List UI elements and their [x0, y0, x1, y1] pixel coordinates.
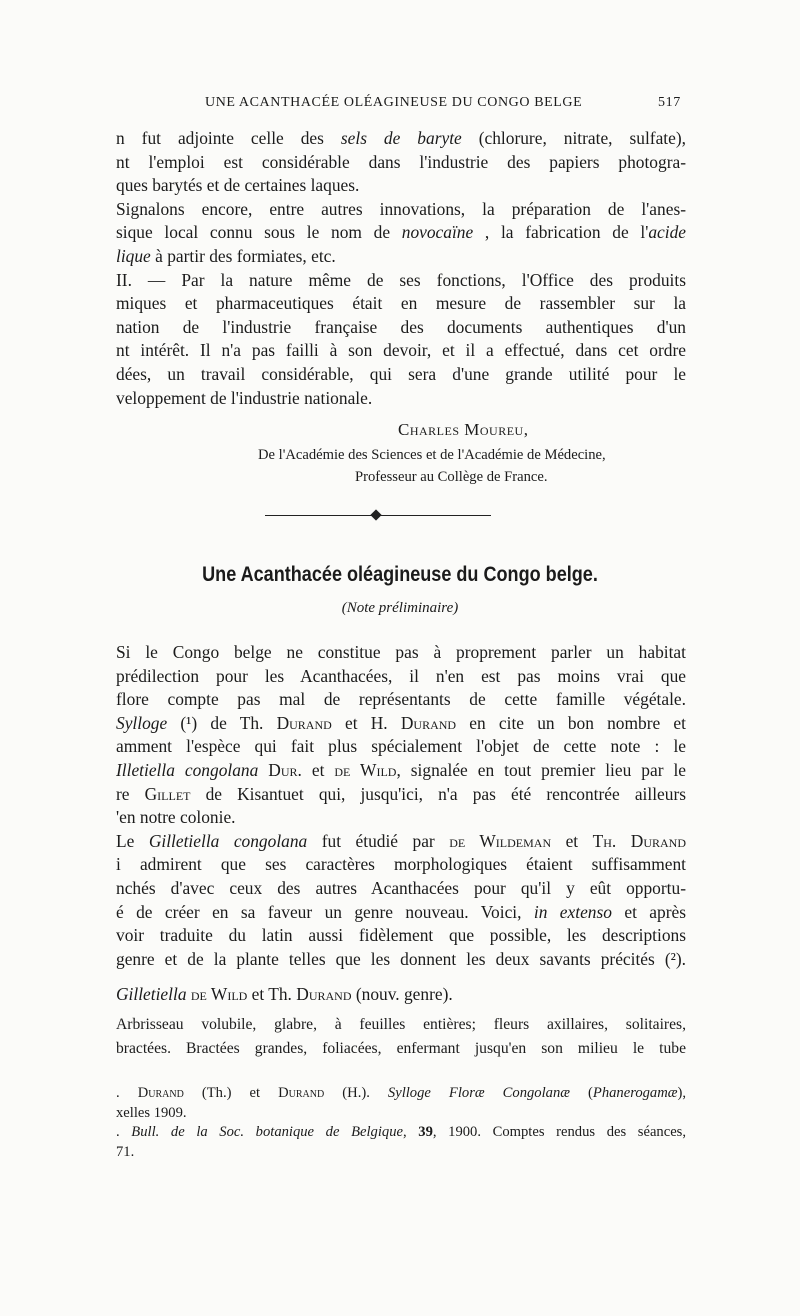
text-line: nt intérêt. Il n'a pas failli à son devoir, et il a effectué, dans cet ordre [116, 340, 686, 361]
genus-heading [116, 983, 686, 1007]
page-number: 517 [658, 95, 681, 110]
text-line: lique à partir des formiates, etc. [116, 245, 336, 266]
text-line: sique local connu sous le nom de novocaïne , la fabrication de l'acide [116, 222, 686, 243]
running-title: UNE ACANTHACÉE OLÉAGINEUSE DU CONGO BELGE [205, 95, 583, 110]
text-line: voir traduite du latin aussi fidèlement que possible, les descriptions [116, 925, 686, 946]
text-line: Sylloge (¹) de Th. Durand et H. Durand en cite un bon nombre et [116, 712, 686, 733]
genus-description [116, 1013, 686, 1060]
text-line: ques barytés et de certaines laques. [116, 175, 360, 196]
text-line: prédilection pour les Acanthacées, il n'en est pas moins vrai que [116, 665, 686, 686]
text-line: 'en notre colonie. [116, 807, 236, 828]
text-line: n fut adjointe celle des sels de baryte (chlorure, nitrate, sulfate), [116, 128, 686, 148]
text-line: Si le Congo belge ne constitue pas à proprement parler un habitat [116, 642, 686, 662]
text-line: re Gillet de Kisantuet qui, jusqu'ici, n'a pas été rencontrée ailleurs [116, 783, 686, 804]
footnote-2-cont: 71. [116, 1143, 135, 1160]
text-line: veloppement de l'industrie nationale. [116, 387, 373, 408]
text-line: Arbrisseau volubile, glabre, à feuilles entières; fleurs axillaires, solitaires, [116, 1016, 686, 1033]
signature-position: Professeur au Collège de France. [355, 469, 548, 485]
signature-name: Charles Moureu, [398, 420, 529, 439]
footnote-1-cont: xelles 1909. [116, 1104, 187, 1121]
text-line: nation de l'industrie française des documents authentiques d'un [116, 316, 686, 337]
text-line: genre et de la plante telles que les donnent les deux savants précités (²). [116, 948, 686, 969]
text-line: Le Gilletiella congolana fut étudié par de Wildeman et Th. Durand [116, 830, 686, 851]
text-line: Illetiella congolana Dur. et de Wild, signalée en tout premier lieu par le [116, 759, 686, 780]
text-line: Signalons encore, entre autres innovations, la préparation de l'anes- [116, 198, 686, 219]
footnotes [116, 1084, 686, 1162]
text-line: II. — Par la nature même de ses fonctions, l'Office des produits [116, 269, 686, 290]
footnote-1: . Durand (Th.) et Durand (H.). Sylloge Floræ Congolanæ (Phanerogamæ), [116, 1085, 686, 1101]
text-line: i admirent que ses caractères morphologiques étaient suffisamment [116, 854, 686, 875]
text-line: amment l'espèce qui fait plus spécialement l'objet de cette note : le [116, 736, 686, 757]
signature-affiliation: De l'Académie des Sciences et de l'Académie de Médecine, [258, 447, 606, 463]
text-line: miques et pharmaceutiques était en mesure de rassembler sur la [116, 293, 686, 314]
text-line: bractées. Bractées grandes, foliacées, enfermant jusqu'en son milieu le tube [116, 1039, 686, 1057]
article-title: Une Acanthacée oléagineuse du Congo belge. [202, 563, 598, 586]
text-line: é de créer en sa faveur un genre nouveau. Voici, in extenso et après [116, 901, 686, 922]
text-line: Gilletiella de Wild et Th. Durand (nouv. genre). [116, 984, 453, 1004]
section-divider [265, 508, 491, 524]
footnote-2: . Bull. de la Soc. botanique de Belgique, 39, 1900. Comptes rendus des séances, [116, 1124, 686, 1140]
text-line: flore compte pas mal de représentants de cette famille végétale. [116, 689, 686, 710]
text-line: dées, un travail considérable, qui sera d'une grande utilité pour le [116, 363, 686, 384]
text-line: nt l'emploi est considérable dans l'industrie des papiers photogra- [116, 151, 686, 172]
text-line: nchés d'avec ceux des autres Acanthacées pour qu'il y eût opportu- [116, 877, 686, 898]
intro-text [116, 127, 686, 410]
article-subtitle: (Note préliminaire) [341, 600, 459, 616]
article-body [116, 641, 686, 971]
